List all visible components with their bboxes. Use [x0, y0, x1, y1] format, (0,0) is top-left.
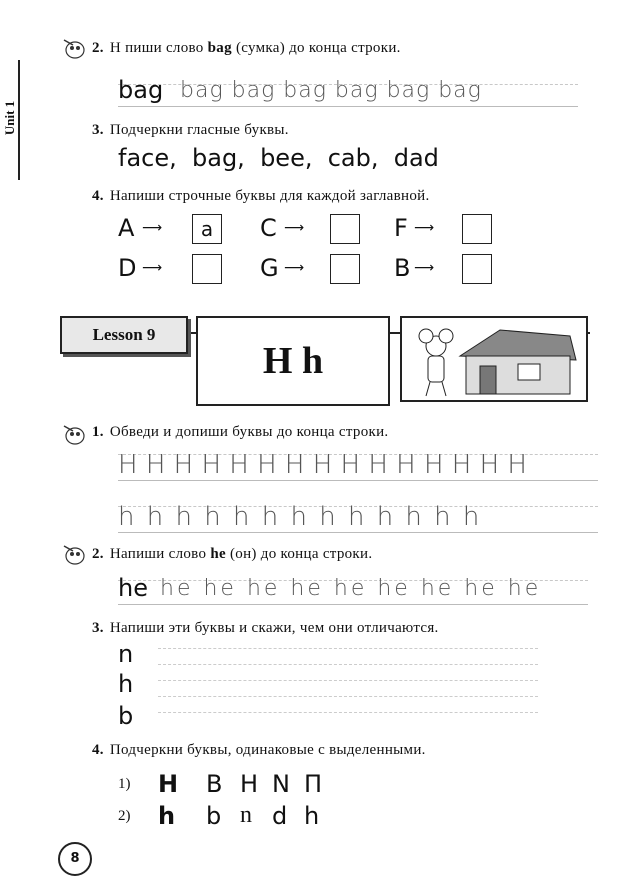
row2-number: 2) — [118, 808, 131, 824]
trace-H-line — [118, 448, 598, 484]
lesson-letter-card — [196, 316, 390, 406]
nhb-n: n — [118, 640, 134, 668]
mouse-house-illustration — [400, 316, 588, 402]
trace-H-row: H H H H H H H H H H H H H H H — [118, 450, 527, 480]
answer-box-c[interactable] — [330, 214, 360, 244]
task-trace-instruction: 1. Обведи и допиши буквы до конца строки. — [92, 424, 389, 440]
row1-letter-5[interactable]: П — [304, 770, 323, 798]
bag-writing-line — [118, 76, 578, 112]
unit-label: Unit 1 — [2, 100, 17, 136]
he-sample: he — [118, 574, 148, 602]
row2-letter-4[interactable]: d — [272, 802, 288, 830]
he-traced: he he he he he he he he he — [160, 576, 542, 601]
task-nhb-instruction: 3. Напиши эти буквы и скажи, чем они отличаются. — [92, 620, 439, 636]
pair-cap-c: C — [260, 214, 277, 242]
task-lowercase-instruction: 4. Напиши строчные буквы для каждой заглавной. — [92, 188, 430, 204]
row1-letter-1[interactable]: H — [158, 770, 179, 798]
answer-box-b[interactable] — [462, 254, 492, 284]
lesson-label: Lesson 9 — [92, 325, 156, 344]
row2-letter-2[interactable]: b — [206, 802, 222, 830]
lesson-letters: H h — [262, 340, 324, 382]
pencil-owl-icon — [60, 542, 90, 566]
bag-sample: bag — [118, 76, 164, 104]
pair-cap-f: F — [394, 214, 408, 242]
trace-h-line — [118, 500, 598, 536]
nhb-h: h — [118, 670, 134, 698]
answer-box-d[interactable] — [192, 254, 222, 284]
lesson-badge — [60, 316, 188, 354]
side-rule — [18, 60, 20, 180]
answer-box-a[interactable]: a — [192, 214, 222, 244]
vowel-words: face, bag, bee, cab, dad — [118, 144, 439, 172]
pair-cap-g: G — [260, 254, 279, 282]
bag-traced: bag bag bag bag bag bag — [180, 78, 482, 103]
row2-letter-1[interactable]: h — [158, 802, 176, 830]
arrow-icon: ⟶ — [414, 260, 435, 276]
pair-cap-a: A — [118, 214, 135, 242]
task-underline-instruction: 4. Подчеркни буквы, одинаковые с выделенными. — [92, 742, 426, 758]
answer-box-g[interactable] — [330, 254, 360, 284]
pencil-owl-icon — [60, 36, 90, 60]
row2-letter-5[interactable]: h — [304, 802, 320, 830]
answer-box-f[interactable] — [462, 214, 492, 244]
arrow-icon: ⟶ — [142, 260, 163, 276]
pencil-owl-icon — [60, 422, 90, 446]
row2-letter-3[interactable]: n — [240, 802, 252, 828]
page-number: 8 — [70, 851, 80, 866]
trace-h-row: h h h h h h h h h h h h h — [118, 502, 482, 532]
nhb-b: b — [118, 702, 134, 730]
unit-side-tab — [0, 60, 22, 180]
arrow-icon: ⟶ — [284, 260, 305, 276]
pair-cap-d: D — [118, 254, 137, 282]
nhb-lines — [118, 640, 598, 732]
row1-letter-2[interactable]: B — [206, 770, 223, 798]
row1-number: 1) — [118, 776, 131, 792]
underline-row-1 — [118, 770, 338, 798]
pair-cap-b: B — [394, 254, 411, 282]
task-vowels-instruction: 3. Подчеркни гласные буквы. — [92, 122, 289, 138]
underline-row-2 — [118, 802, 338, 830]
arrow-icon: ⟶ — [284, 220, 305, 236]
lesson-header — [60, 312, 590, 408]
task-he-instruction: 2. Напиши слово he (он) до конца строки. — [92, 546, 373, 562]
arrow-icon: ⟶ — [142, 220, 163, 236]
page-number-badge — [58, 842, 92, 876]
letter-pairs-grid — [118, 214, 518, 294]
he-writing-line — [118, 574, 588, 610]
row1-letter-3[interactable]: H — [240, 770, 259, 798]
arrow-icon: ⟶ — [414, 220, 435, 236]
task-bag-instruction: 2. Н пиши слово bag (сумка) до конца строки. — [92, 40, 401, 56]
row1-letter-4[interactable]: N — [272, 770, 290, 798]
